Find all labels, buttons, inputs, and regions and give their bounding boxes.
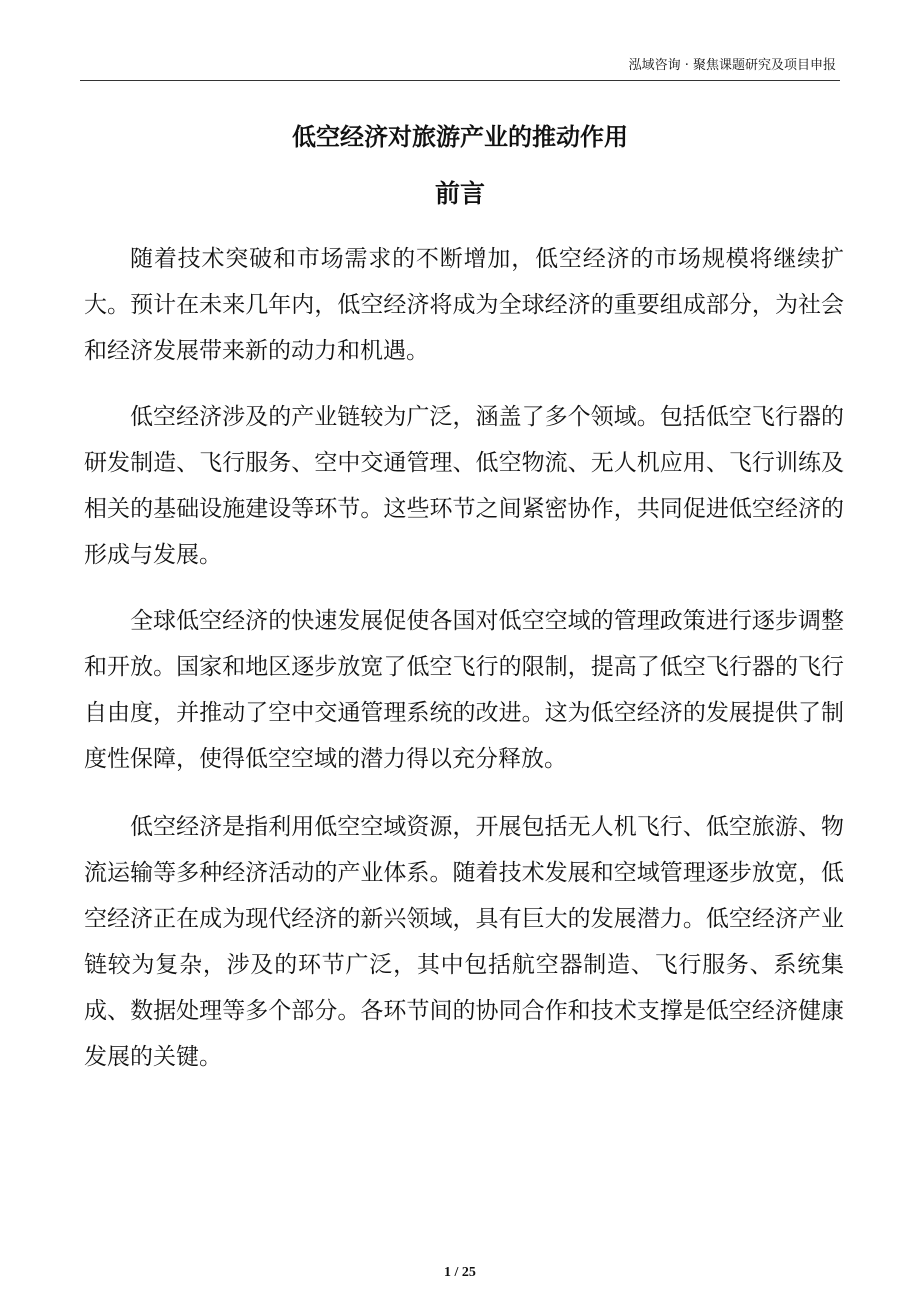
paragraph: 随着技术突破和市场需求的不断增加，低空经济的市场规模将继续扩大。预计在未来几年内，低空经济将成为全球经济的重要组成部分，为社会和经济发展带来新的动力和机遇。: [84, 246, 844, 364]
page-indicator: 1 / 25: [444, 1265, 476, 1280]
header-divider: [80, 80, 840, 81]
paragraph: 低空经济涉及的产业链较为广泛，涵盖了多个领域。包括低空飞行器的研发制造、飞行服务、空中交通管理、低空物流、无人机应用、飞行训练及相关的基础设施建设等环节。这些环节之间紧密协作，共同促进低空经济的形成与发展。: [84, 404, 844, 568]
page-header: [0, 0, 920, 82]
document-body: [84, 236, 844, 1104]
paragraph: 全球低空经济的快速发展促使各国对低空空域的管理政策进行逐步调整和开放。国家和地区逐步放宽了低空飞行的限制，提高了低空飞行器的飞行自由度，并推动了空中交通管理系统的改进。这为低空经济的发展提供了制度性保障，使得低空空域的潜力得以充分释放。: [84, 608, 844, 772]
section-title: 前言: [434, 179, 485, 208]
paragraph: 低空经济是指利用低空空域资源，开展包括无人机飞行、低空旅游、物流运输等多种经济活动的产业体系。随着技术发展和空域管理逐步放宽，低空经济正在成为现代经济的新兴领域，具有巨大的发展潜力。低空经济产业链较为复杂，涉及的环节广泛，其中包括航空器制造、飞行服务、系统集成、数据处理等多个部分。各环节间的协同合作和技术支撑是低空经济健康发展的关键。: [84, 814, 844, 1070]
header-text: 泓域咨询 · 聚焦课题研究及项目申报: [628, 58, 836, 73]
document-title: 低空经济对旅游产业的推动作用: [292, 123, 628, 151]
